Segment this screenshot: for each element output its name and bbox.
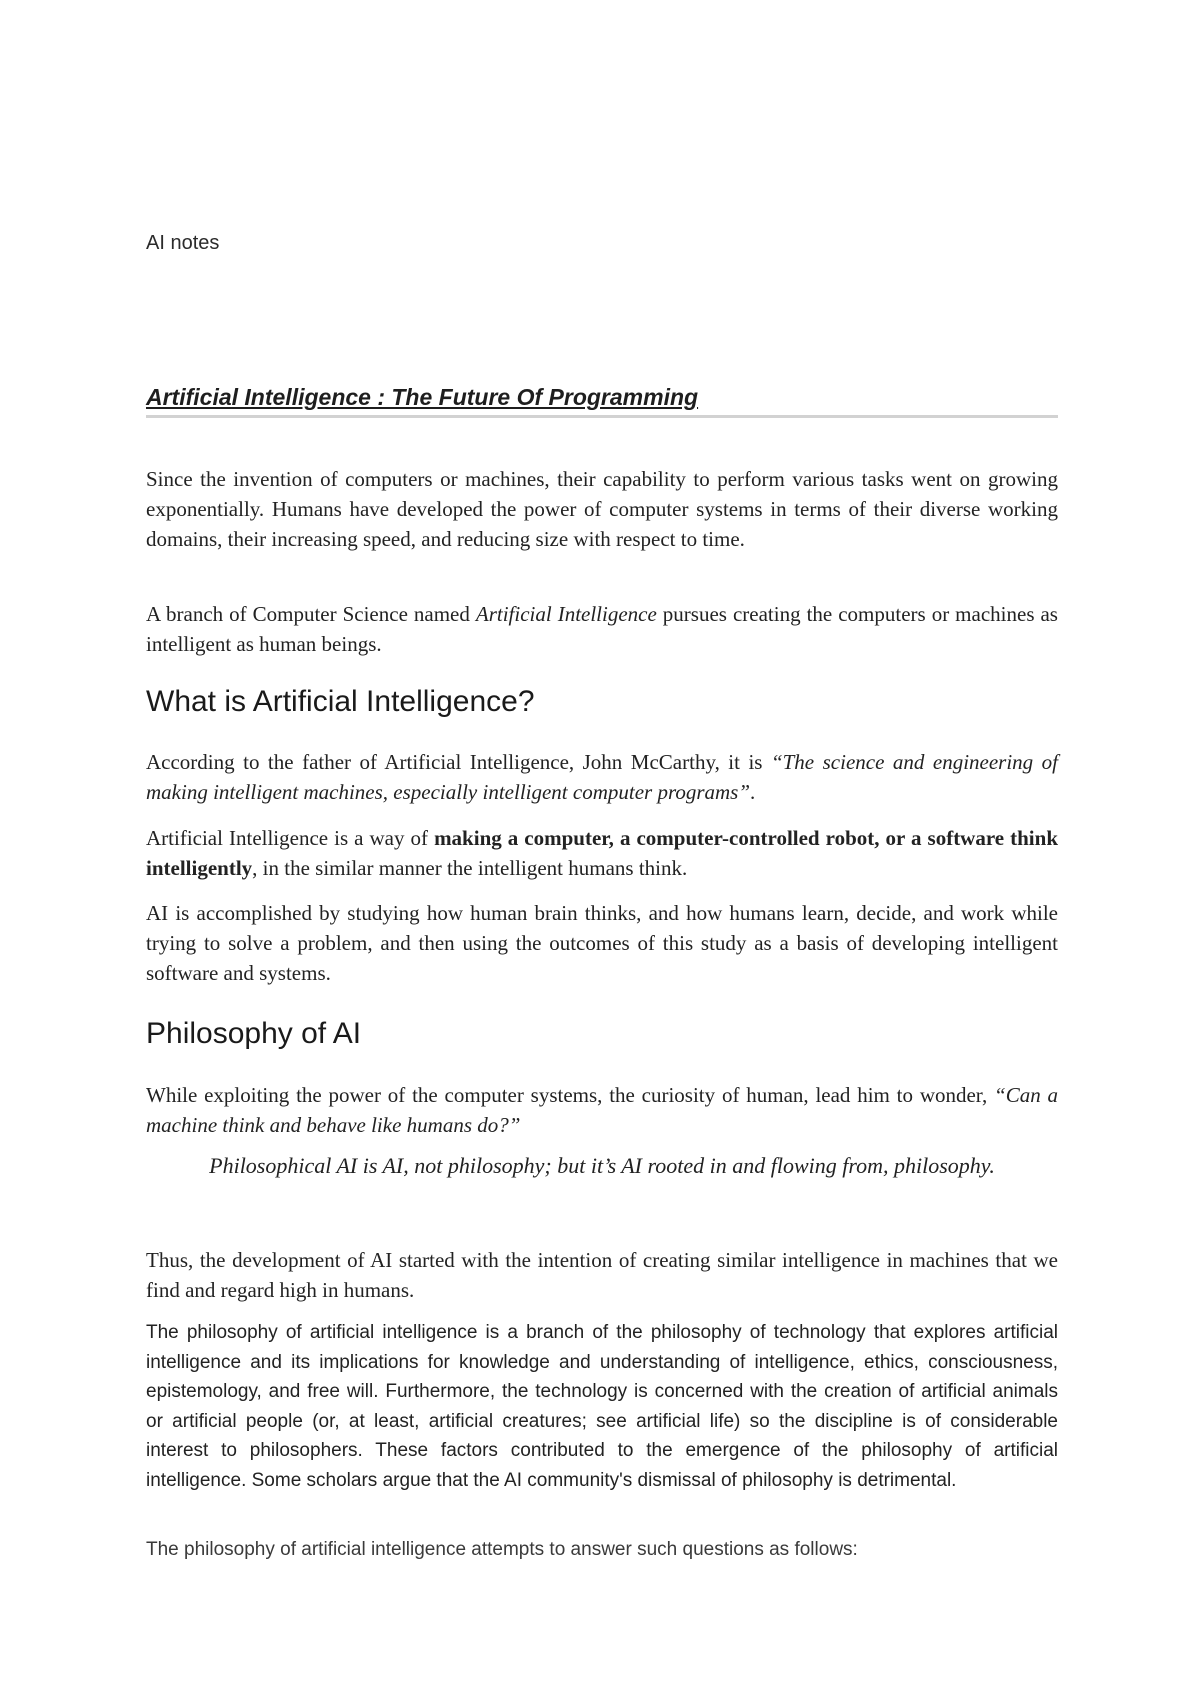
- philosophy-quote: Philosophical AI is AI, not philosophy; but it’s AI rooted in and flowing from, philosophy.: [209, 1153, 995, 1178]
- document-title: Artificial Intelligence : The Future Of Programming: [146, 384, 1058, 418]
- philosophy-paragraph-3: The philosophy of artificial intelligence is a branch of the philosophy of technology that explores artificial intelligence and its implications for knowledge and understanding of intelligence, ethics, consciousness, epistemology, and free will. Furthermore, the technology is concerned with the creation of artificial animals or artificial people (or, at least, artificial creatures; see artificial life) so the discipline is of considerable interest to philosophers. These factors contributed to the emergence of the philosophy of artificial intelligence. Some scholars argue that the AI community's dismissal of philosophy is detrimental.: [146, 1322, 1058, 1491]
- what-is-ai-paragraph-1: [146, 747, 1058, 807]
- what-p2-text-end: , in the similar manner the intelligent humans think.: [252, 856, 688, 880]
- intro-p2-text-start: A branch of Computer Science named: [146, 602, 476, 626]
- heading-what-is-ai: What is Artificial Intelligence?: [146, 685, 535, 718]
- philosophy-paragraph-2: Thus, the development of AI started with the intention of creating similar intelligence in machines that we find and regard high in humans.: [146, 1248, 1058, 1302]
- note-label: AI notes: [146, 232, 220, 254]
- heading-philosophy-of-ai: Philosophy of AI: [146, 1017, 362, 1050]
- what-is-ai-paragraph-3: AI is accomplished by studying how human brain thinks, and how humans learn, decide, and work while trying to solve a problem, and then using the outcomes of this study as a basis of developing intelligent software and systems.: [146, 901, 1058, 985]
- phil-p1-text-start: While exploiting the power of the computer systems, the curiosity of human, lead him to wonder,: [146, 1083, 995, 1107]
- intro-p2-text-end: pursues creating the computers or machines as intelligent as human beings.: [146, 602, 1058, 656]
- what-p1-text-start: According to the father of Artificial Intelligence, John McCarthy, it is: [146, 750, 771, 774]
- philosophy-paragraph-4: The philosophy of artificial intelligence attempts to answer such questions as follows:: [146, 1539, 858, 1560]
- what-p2-text-start: Artificial Intelligence is a way of: [146, 826, 435, 850]
- what-p2-bold: making a computer, a computer-controlled robot, or a software think intelligently: [146, 826, 1059, 880]
- mccarthy-quote: “The science and engineering of making intelligent machines, especially intelligent computer programs”: [146, 750, 1058, 804]
- intro-paragraph-2: [146, 599, 1058, 659]
- intro-paragraph-1: Since the invention of computers or machines, their capability to perform various tasks went on growing exponentially. Humans have developed the power of computer systems in terms of their diverse working domains, their increasing speed, and reducing size with respect to time.: [146, 467, 1058, 551]
- what-p1-text-end: .: [750, 780, 756, 804]
- what-is-ai-paragraph-2: [146, 823, 1058, 883]
- intro-p2-emphasis: Artificial Intelligence: [475, 602, 657, 626]
- philosophy-paragraph-1: [146, 1080, 1058, 1140]
- phil-p1-question: “Can a machine think and behave like humans do?”: [146, 1083, 1059, 1137]
